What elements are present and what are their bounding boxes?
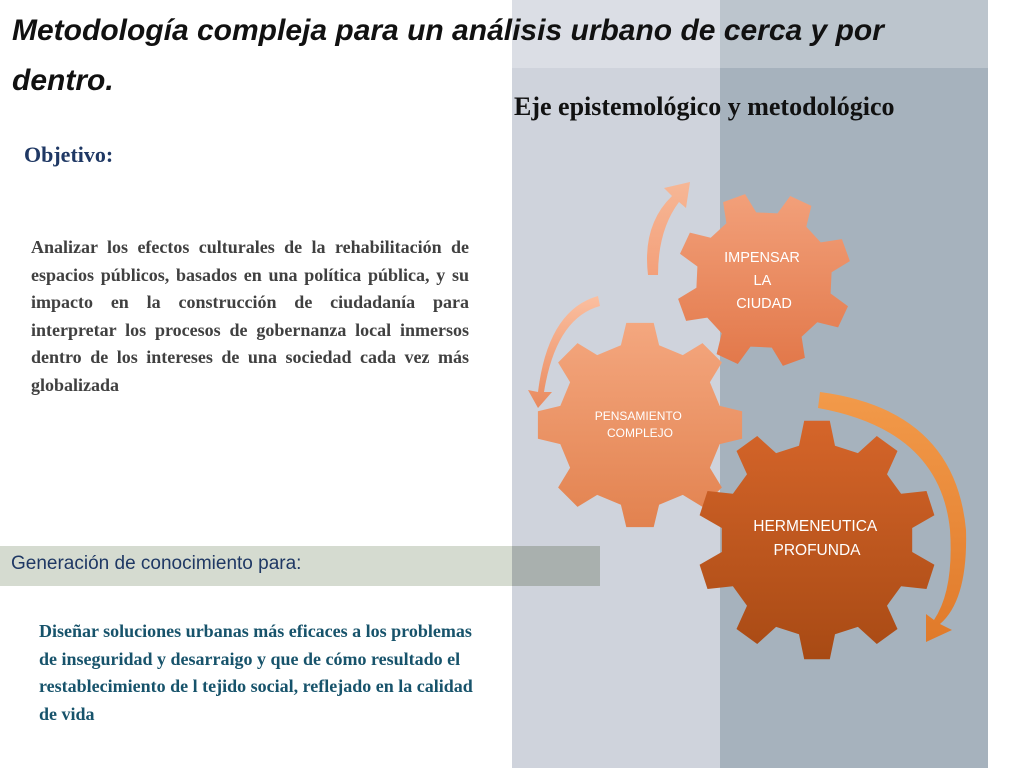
objective-text: Analizar los efectos culturales de la rehabilitación de espacios públicos, basados en una política pública, y su impacto en la construcción de ciudadanía para interpretar los procesos de gobernanza local inmersos dentro de los intereses de una sociedad cada vez más globalizada <box>31 237 469 395</box>
generation-label: Generación de conocimiento para: <box>11 553 302 574</box>
gear-large-label-line: PROFUNDA <box>773 542 861 559</box>
gear-small-label-line: CIUDAD <box>736 296 792 312</box>
gear-large-label-line: HERMENEUTICA <box>753 518 877 535</box>
slide-title: Metodología compleja para un análisis urbano de cerca y por dentro. <box>12 14 884 97</box>
design-text: Diseñar soluciones urbanas más eficaces a los problemas de inseguridad y desarraigo y que de cómo resultado el restablecimiento de l tejido social, reflejado en la calidad de vida <box>39 621 473 724</box>
slide-subtitle: Eje epistemológico y metodológico <box>514 92 895 121</box>
cycle-arrow-top-icon <box>647 182 690 275</box>
gear-large-icon <box>700 421 935 660</box>
gear-small-label-line: LA <box>753 273 771 289</box>
objective-label: Objetivo: <box>24 142 114 167</box>
gear-medium-label-line: COMPLEJO <box>606 426 674 440</box>
gear-medium-label-line: PENSAMIENTO <box>594 409 682 423</box>
gear-small-label-line: IMPENSAR <box>724 250 800 266</box>
